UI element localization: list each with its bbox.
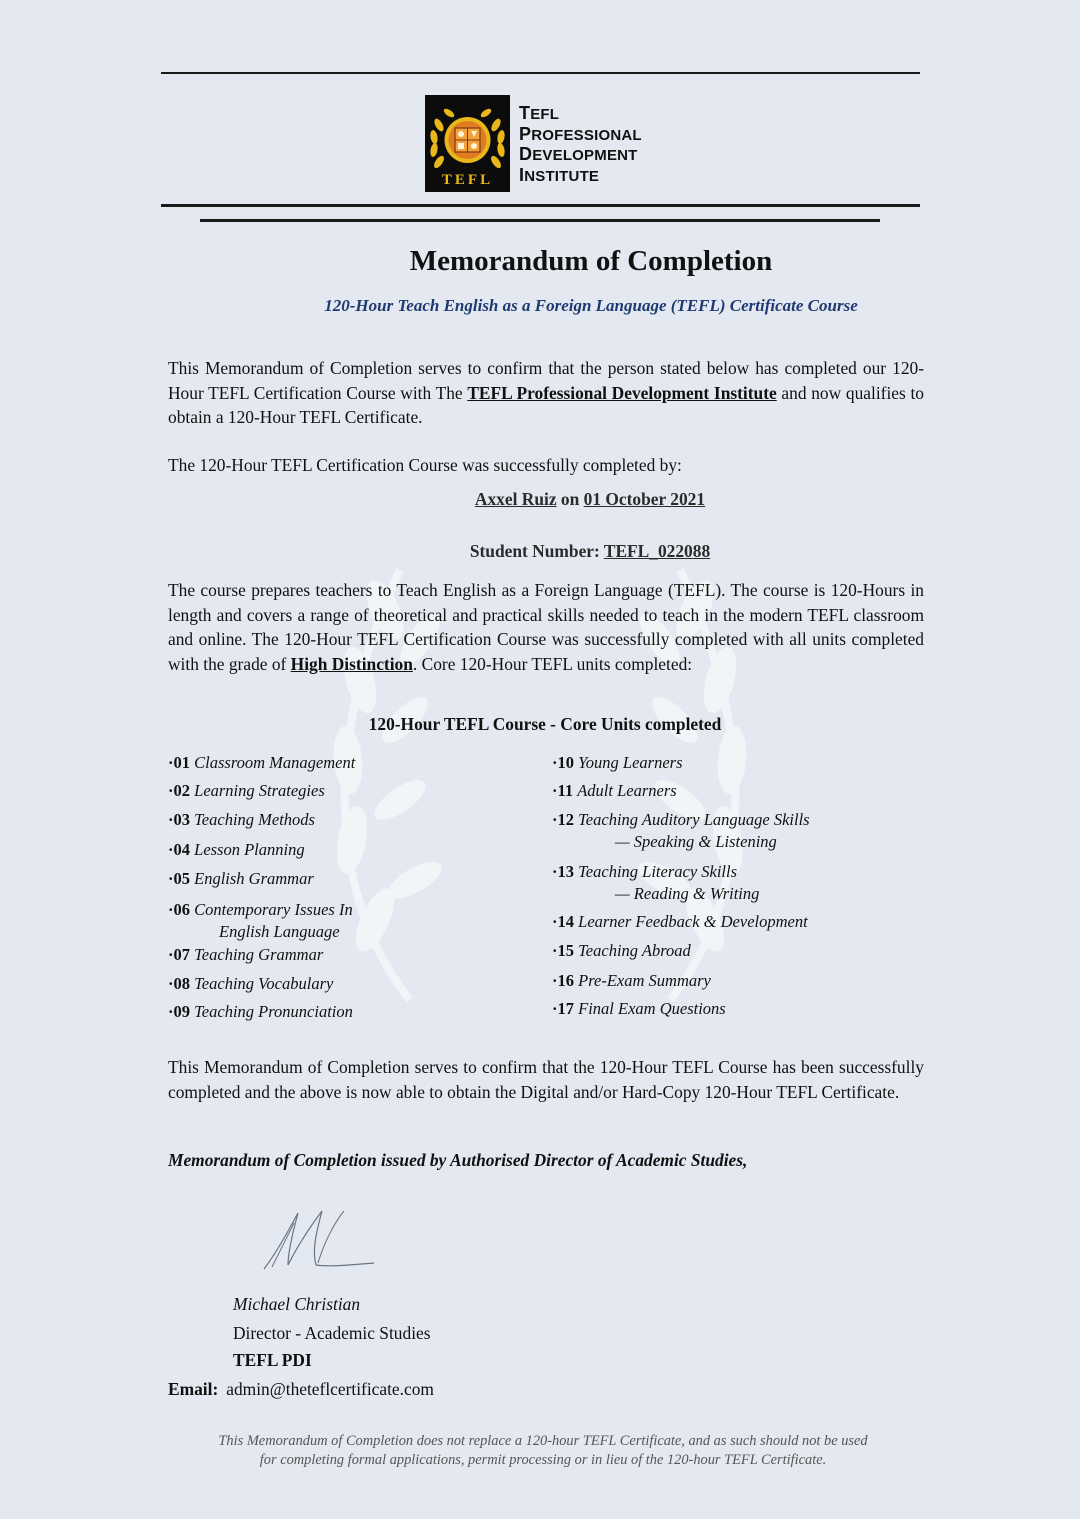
unit-number: ·14 xyxy=(552,912,575,931)
unit-item xyxy=(552,998,726,1020)
unit-item xyxy=(552,970,711,992)
unit-name: Learning Strategies xyxy=(194,781,325,800)
email-label: Email: xyxy=(168,1379,219,1399)
intro-paragraph: This Memorandum of Completion serves to confirm that the person stated below has completed our 120-Hour TEFL Certification Course with The TEFL Professional Development Institute and now qualifies to obtain a 120-Hour TEFL Certificate. xyxy=(168,358,924,427)
student-name: Axxel Ruiz xyxy=(474,489,557,509)
email-line xyxy=(168,1379,434,1400)
completed-by-text: The 120-Hour TEFL Certification Course was successfully completed by: xyxy=(168,455,682,475)
unit-name: Teaching Grammar xyxy=(194,945,324,964)
unit-item xyxy=(168,839,305,861)
institute-name xyxy=(519,104,642,186)
handwritten-signature xyxy=(258,1205,378,1275)
unit-item xyxy=(168,973,333,995)
top-rule xyxy=(161,72,920,74)
unit-item xyxy=(552,752,683,774)
unit-name: Teaching Vocabulary xyxy=(194,974,334,993)
unit-item xyxy=(168,1001,353,1023)
footer-disclaimer xyxy=(0,1432,1080,1470)
unit-name: Teaching Auditory Language Skills xyxy=(578,810,810,829)
unit-number: ·07 xyxy=(168,945,191,964)
unit-name: Teaching Abroad xyxy=(578,941,691,960)
completion-date: 01 October 2021 xyxy=(583,489,706,509)
unit-number: ·02 xyxy=(168,781,191,800)
unit-name: Classroom Management xyxy=(194,753,356,772)
unit-number: ·04 xyxy=(168,840,191,859)
footer-line-2: for completing formal applications, permit processing or in lieu of the 120-hour TEFL Certificate. xyxy=(259,1452,827,1468)
unit-name: English Grammar xyxy=(194,869,314,888)
logo-seal-text: TEFL xyxy=(441,172,494,188)
unit-number: ·13 xyxy=(552,862,575,881)
unit-subtitle: — Reading & Writing xyxy=(615,884,760,903)
student-name-date: Axxel Ruiz on 01 October 2021 xyxy=(474,489,706,509)
unit-name: Teaching Literacy Skills xyxy=(578,862,738,881)
student-number-line: Student Number: TEFL_022088 xyxy=(469,541,711,561)
unit-number: ·12 xyxy=(552,810,575,829)
unit-number: ·16 xyxy=(552,971,575,990)
email-address[interactable]: admin@theteflcertificate.com xyxy=(226,1379,434,1399)
unit-item xyxy=(552,809,810,853)
unit-item xyxy=(168,809,315,831)
unit-number: ·15 xyxy=(552,941,575,960)
signatory-name: Michael Christian xyxy=(233,1294,361,1314)
institute-name-line-4: INSTITUTE xyxy=(519,164,600,185)
unit-name: Learner Feedback & Development xyxy=(578,912,808,931)
unit-item xyxy=(552,861,759,905)
institute-name-line-2: PROFESSIONAL xyxy=(519,123,642,144)
unit-number: ·17 xyxy=(552,999,575,1018)
document-subtitle: 120-Hour Teach English as a Foreign Language (TEFL) Certificate Course xyxy=(324,296,858,315)
unit-number: ·10 xyxy=(552,753,575,772)
issued-by-statement: Memorandum of Completion issued by Authorised Director of Academic Studies, xyxy=(168,1150,748,1170)
institute-name-line-3: DEVELOPMENT xyxy=(519,144,638,164)
student-number: TEFL_022088 xyxy=(603,541,711,561)
unit-number: ·09 xyxy=(168,1002,191,1021)
unit-subtitle: — Speaking & Listening xyxy=(615,832,777,851)
unit-item xyxy=(168,752,355,774)
institute-logo xyxy=(425,95,510,192)
unit-name: Lesson Planning xyxy=(194,840,305,859)
unit-number: ·08 xyxy=(168,974,191,993)
unit-item xyxy=(168,868,314,890)
header-rule-second xyxy=(200,219,880,222)
unit-name: Young Learners xyxy=(578,753,683,772)
header-rule-thick xyxy=(161,204,920,207)
unit-subtitle: English Language xyxy=(219,922,340,941)
document-title: Memorandum of Completion xyxy=(409,245,773,277)
unit-name: Teaching Pronunciation xyxy=(194,1002,353,1021)
signatory-role: Director - Academic Studies xyxy=(233,1323,431,1343)
unit-name: Final Exam Questions xyxy=(578,999,726,1018)
units-heading: 120-Hour TEFL Course - Core Units completed xyxy=(368,714,722,734)
unit-number: ·03 xyxy=(168,810,191,829)
unit-name: Adult Learners xyxy=(577,781,677,800)
institute-name-line-1: TEFL xyxy=(519,103,560,123)
unit-name: Teaching Methods xyxy=(194,810,315,829)
footer-line-1: This Memorandum of Completion does not replace a 120-hour TEFL Certificate, and as such should not be used xyxy=(218,1433,868,1449)
grade: High Distinction xyxy=(290,653,413,674)
unit-item xyxy=(168,944,323,966)
unit-item xyxy=(168,780,325,802)
unit-name: Contemporary Issues In xyxy=(194,900,353,919)
unit-number: ·05 xyxy=(168,869,191,888)
signatory-organization: TEFL PDI xyxy=(233,1350,312,1370)
course-description: The course prepares teachers to Teach English as a Foreign Language (TEFL). The course is 120-Hours in length and covers a range of theoretical and practical skills needed to teach in the modern TEFL classroom and online. The 120-Hour TEFL Certification Course was successfully completed with all units completed with the grade of High Distinction. Core 120-Hour TEFL units completed: xyxy=(168,580,924,674)
unit-name: Pre-Exam Summary xyxy=(578,971,711,990)
unit-item xyxy=(552,940,691,962)
institute-link: TEFL Professional Development Institute xyxy=(467,382,777,403)
unit-item xyxy=(168,899,353,943)
unit-item xyxy=(552,780,677,802)
unit-number: ·11 xyxy=(552,781,574,800)
unit-item xyxy=(552,911,808,933)
closing-paragraph: This Memorandum of Completion serves to confirm that the 120-Hour TEFL Course has been successfully completed and the above is now able to obtain the Digital and/or Hard-Copy 120-Hour TEFL Certificate. xyxy=(168,1057,924,1102)
unit-number: ·01 xyxy=(168,753,191,772)
background-wreath-watermark xyxy=(290,480,790,1040)
unit-number: ·06 xyxy=(168,900,191,919)
